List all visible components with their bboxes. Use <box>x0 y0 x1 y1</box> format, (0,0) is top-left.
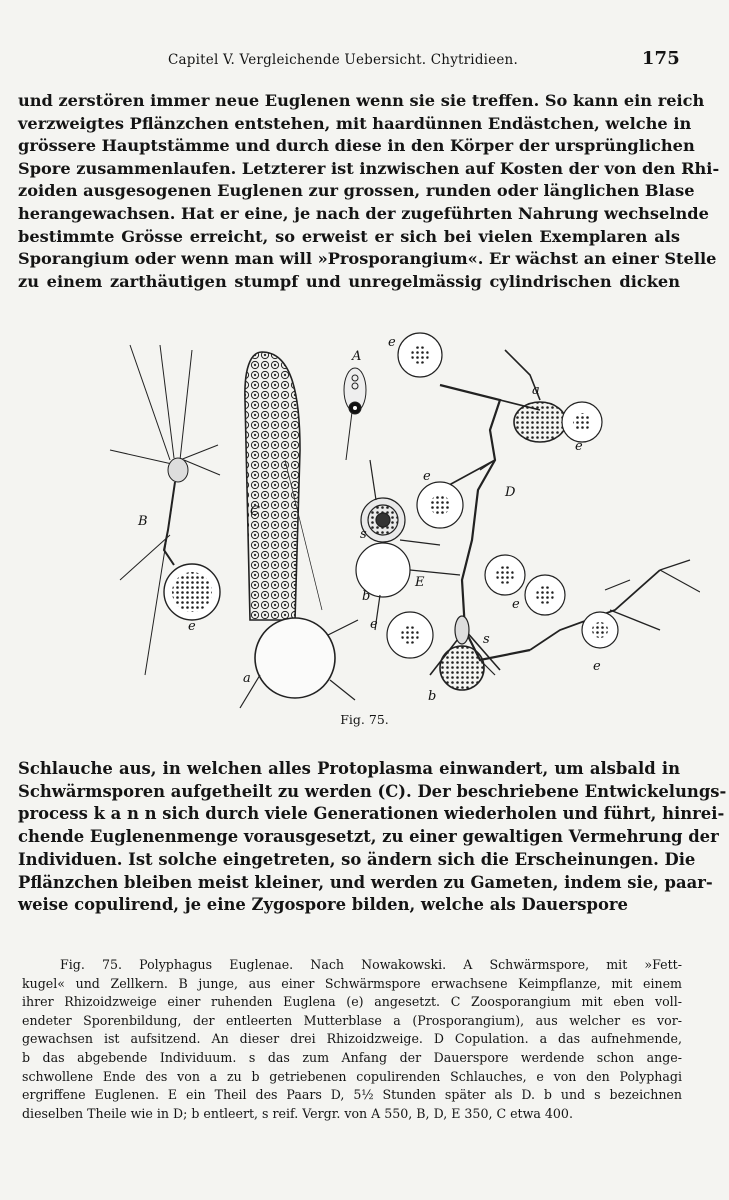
figure-label: Fig. 75. <box>340 712 389 727</box>
specimen-d <box>387 333 700 690</box>
label-e2: e <box>575 439 583 454</box>
page-number: 175 <box>641 48 680 69</box>
text-line: und zerstören immer neue Euglenen wenn sie sie treffen. So kann ein reich <box>18 91 705 110</box>
label-a2: a <box>532 383 540 398</box>
text-line: grössere Hauptstämme und durch diese in den Körper der ursprünglichen <box>18 136 695 156</box>
label-b-upper: B <box>138 514 148 529</box>
label-a-upper: A <box>352 349 362 364</box>
specimen-b <box>110 345 220 675</box>
label-e7: e <box>593 659 601 674</box>
label-e3: e <box>423 469 431 484</box>
paragraph-bottom <box>18 758 727 917</box>
label-e-upper: E <box>415 575 425 590</box>
text-line: Schlauche aus, in welchen alles Protoplasma einwandert, um alsbald in <box>18 759 680 778</box>
caption-line: gewachsen ist aufsitzend. An dieser drei Rhizoidzweige. D Copulation. a das aufnehmende, <box>22 1031 682 1047</box>
text-line: weise copulirend, je eine Zygospore bilden, welche als Dauerspore <box>18 895 628 915</box>
label-e4: e <box>188 619 196 634</box>
caption-line: schwollene Ende des von a zu b getriebenen copulirenden Schlauches, e von den Polyphagi <box>22 1068 682 1084</box>
label-e6: e <box>512 597 520 612</box>
paragraph-top <box>18 90 720 293</box>
figure-75-illustration <box>100 330 700 710</box>
text-line: chende Euglenenmenge vorausgesetzt, zu einer gewaltigen Vermehrung der <box>18 827 719 847</box>
text-line: Schwärmsporen aufgetheilt zu werden (C). Der beschriebene Entwickelungs- <box>18 781 727 801</box>
text-line: bestimmte Grösse erreicht, so erweist er sich bei vielen Exemplaren als <box>18 226 680 246</box>
specimen-a <box>344 368 366 460</box>
label-b1: b <box>362 589 371 604</box>
label-e1: e <box>388 335 396 350</box>
figure-caption <box>22 956 682 1123</box>
text-line: verzweigtes Pflänzchen entstehen, mit haardünnen Endästchen, welche in <box>18 113 692 133</box>
text-line: Sporangium oder wenn man will »Prosporangium«. Er wächst an einer Stelle <box>18 249 717 269</box>
caption-line: endeter Sporenbildung, der entleerten Mutterblase a (Prosporangium), aus welcher es vor- <box>22 1012 682 1028</box>
text-line: process k a n n sich durch viele Generationen wiederholen und führt, hinrei- <box>18 804 725 824</box>
caption-line: kugel« und Zellkern. B junge, aus einer Schwärmspore erwachsene Keimpflanze, mit einem <box>22 975 682 991</box>
text-line: zoiden ausgesogenen Euglenen zur grossen, runden oder länglichen Blase <box>18 181 695 201</box>
running-title: Capitel V. Vergleichende Uebersicht. Chytridieen. <box>168 52 518 68</box>
label-s1: s <box>360 527 367 542</box>
text-line: Pflänzchen bleiben meist kleiner, und werden zu Gameten, indem sie, paar- <box>18 872 713 892</box>
label-d-upper: D <box>505 485 516 500</box>
caption-line: ihrer Rhizoidzweige einer ruhenden Euglena (e) angesetzt. C Zoosporangium mit eben voll- <box>22 994 682 1010</box>
caption-line: b das abgebende Individuum. s das zum Anfang der Dauerspore werdende schon ange- <box>22 1049 682 1065</box>
text-line: zu einem zarthäutigen stumpf und unregelmässig cylindrischen dicken <box>18 271 680 291</box>
caption-line: ergriffene Euglenen. E ein Theil des Paars D, 5½ Stunden später als D. b und s bezeichnen <box>22 1087 682 1103</box>
label-b2: b <box>428 689 437 704</box>
label-c-upper: C <box>250 504 260 519</box>
specimen-c <box>240 352 358 708</box>
text-line: herangewachsen. Hat er eine, je nach der zugeführten Nahrung wechselnde <box>18 203 709 223</box>
caption-line: dieselben Theile wie in D; b entleert, s reif. Vergr. von A 550, B, D, E 350, C etwa 400. <box>22 1105 573 1121</box>
running-header <box>18 46 680 74</box>
label-e5: e <box>370 617 378 632</box>
label-s2: s <box>483 632 490 647</box>
text-line: Individuen. Ist solche eingetreten, so ändern sich die Erscheinungen. Die <box>18 849 696 869</box>
label-a1: a <box>243 671 251 686</box>
text-line: Spore zusammenlaufen. Letzterer ist inzwischen auf Kosten der von den Rhi- <box>18 158 720 178</box>
caption-line: Fig. 75. Polyphagus Euglenae. Nach Nowakowski. A Schwärmspore, mit »Fett- <box>60 957 682 972</box>
